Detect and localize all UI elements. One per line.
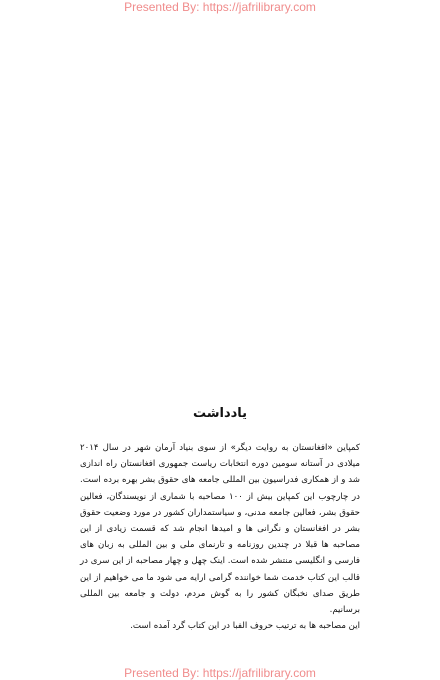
note-body [80,440,360,634]
paragraph-intro: کمپاین «افغانستان به روایت دیگر» از سوی بنیاد آرمان شهر در سال ۲۰۱۴ میلادی در آستانه سومین دوره انتخابات ریاست جمهوری افغانستان راه اندازی شد و از همکاری فدراسیون بین المللی جامعه های حقوق بشر بهره برده است. در چارچوب این کمپاین بیش از ۱۰۰ مصاحبه با شماری از نویسندگان، فعالین حقوق بشر، فعالین جامعه مدنی، و سیاستمداران کشور در مورد وضعیت حقوق بشر در افغانستان و نگرانی ها و امیدها انجام شد که قسمت زیادی از این مصاحبه ها قبلا در چندین روزنامه و تارنمای ملی و بین المللی به زبان های فارسی و انگلیسی منتشر شده است. اینک چهل و چهار مصاحبه از این سری در قالب این کتاب خدمت شما خواننده گرامی ارایه می شود ما می خواهیم از این طریق صدای نخبگان کشور را به گوش مردم، دولت و جامعه بین المللی برسانیم. [80,443,361,616]
watermark-top: Presented By: https://jafrilibrary.com [124,0,316,14]
paragraph-order: این مصاحبه ها به ترتیب حروف الفبا در این کتاب گرد آمده است. [130,621,360,632]
watermark-bottom: Presented By: https://jafrilibrary.com [124,666,316,680]
section-title: یادداشت [192,406,248,421]
